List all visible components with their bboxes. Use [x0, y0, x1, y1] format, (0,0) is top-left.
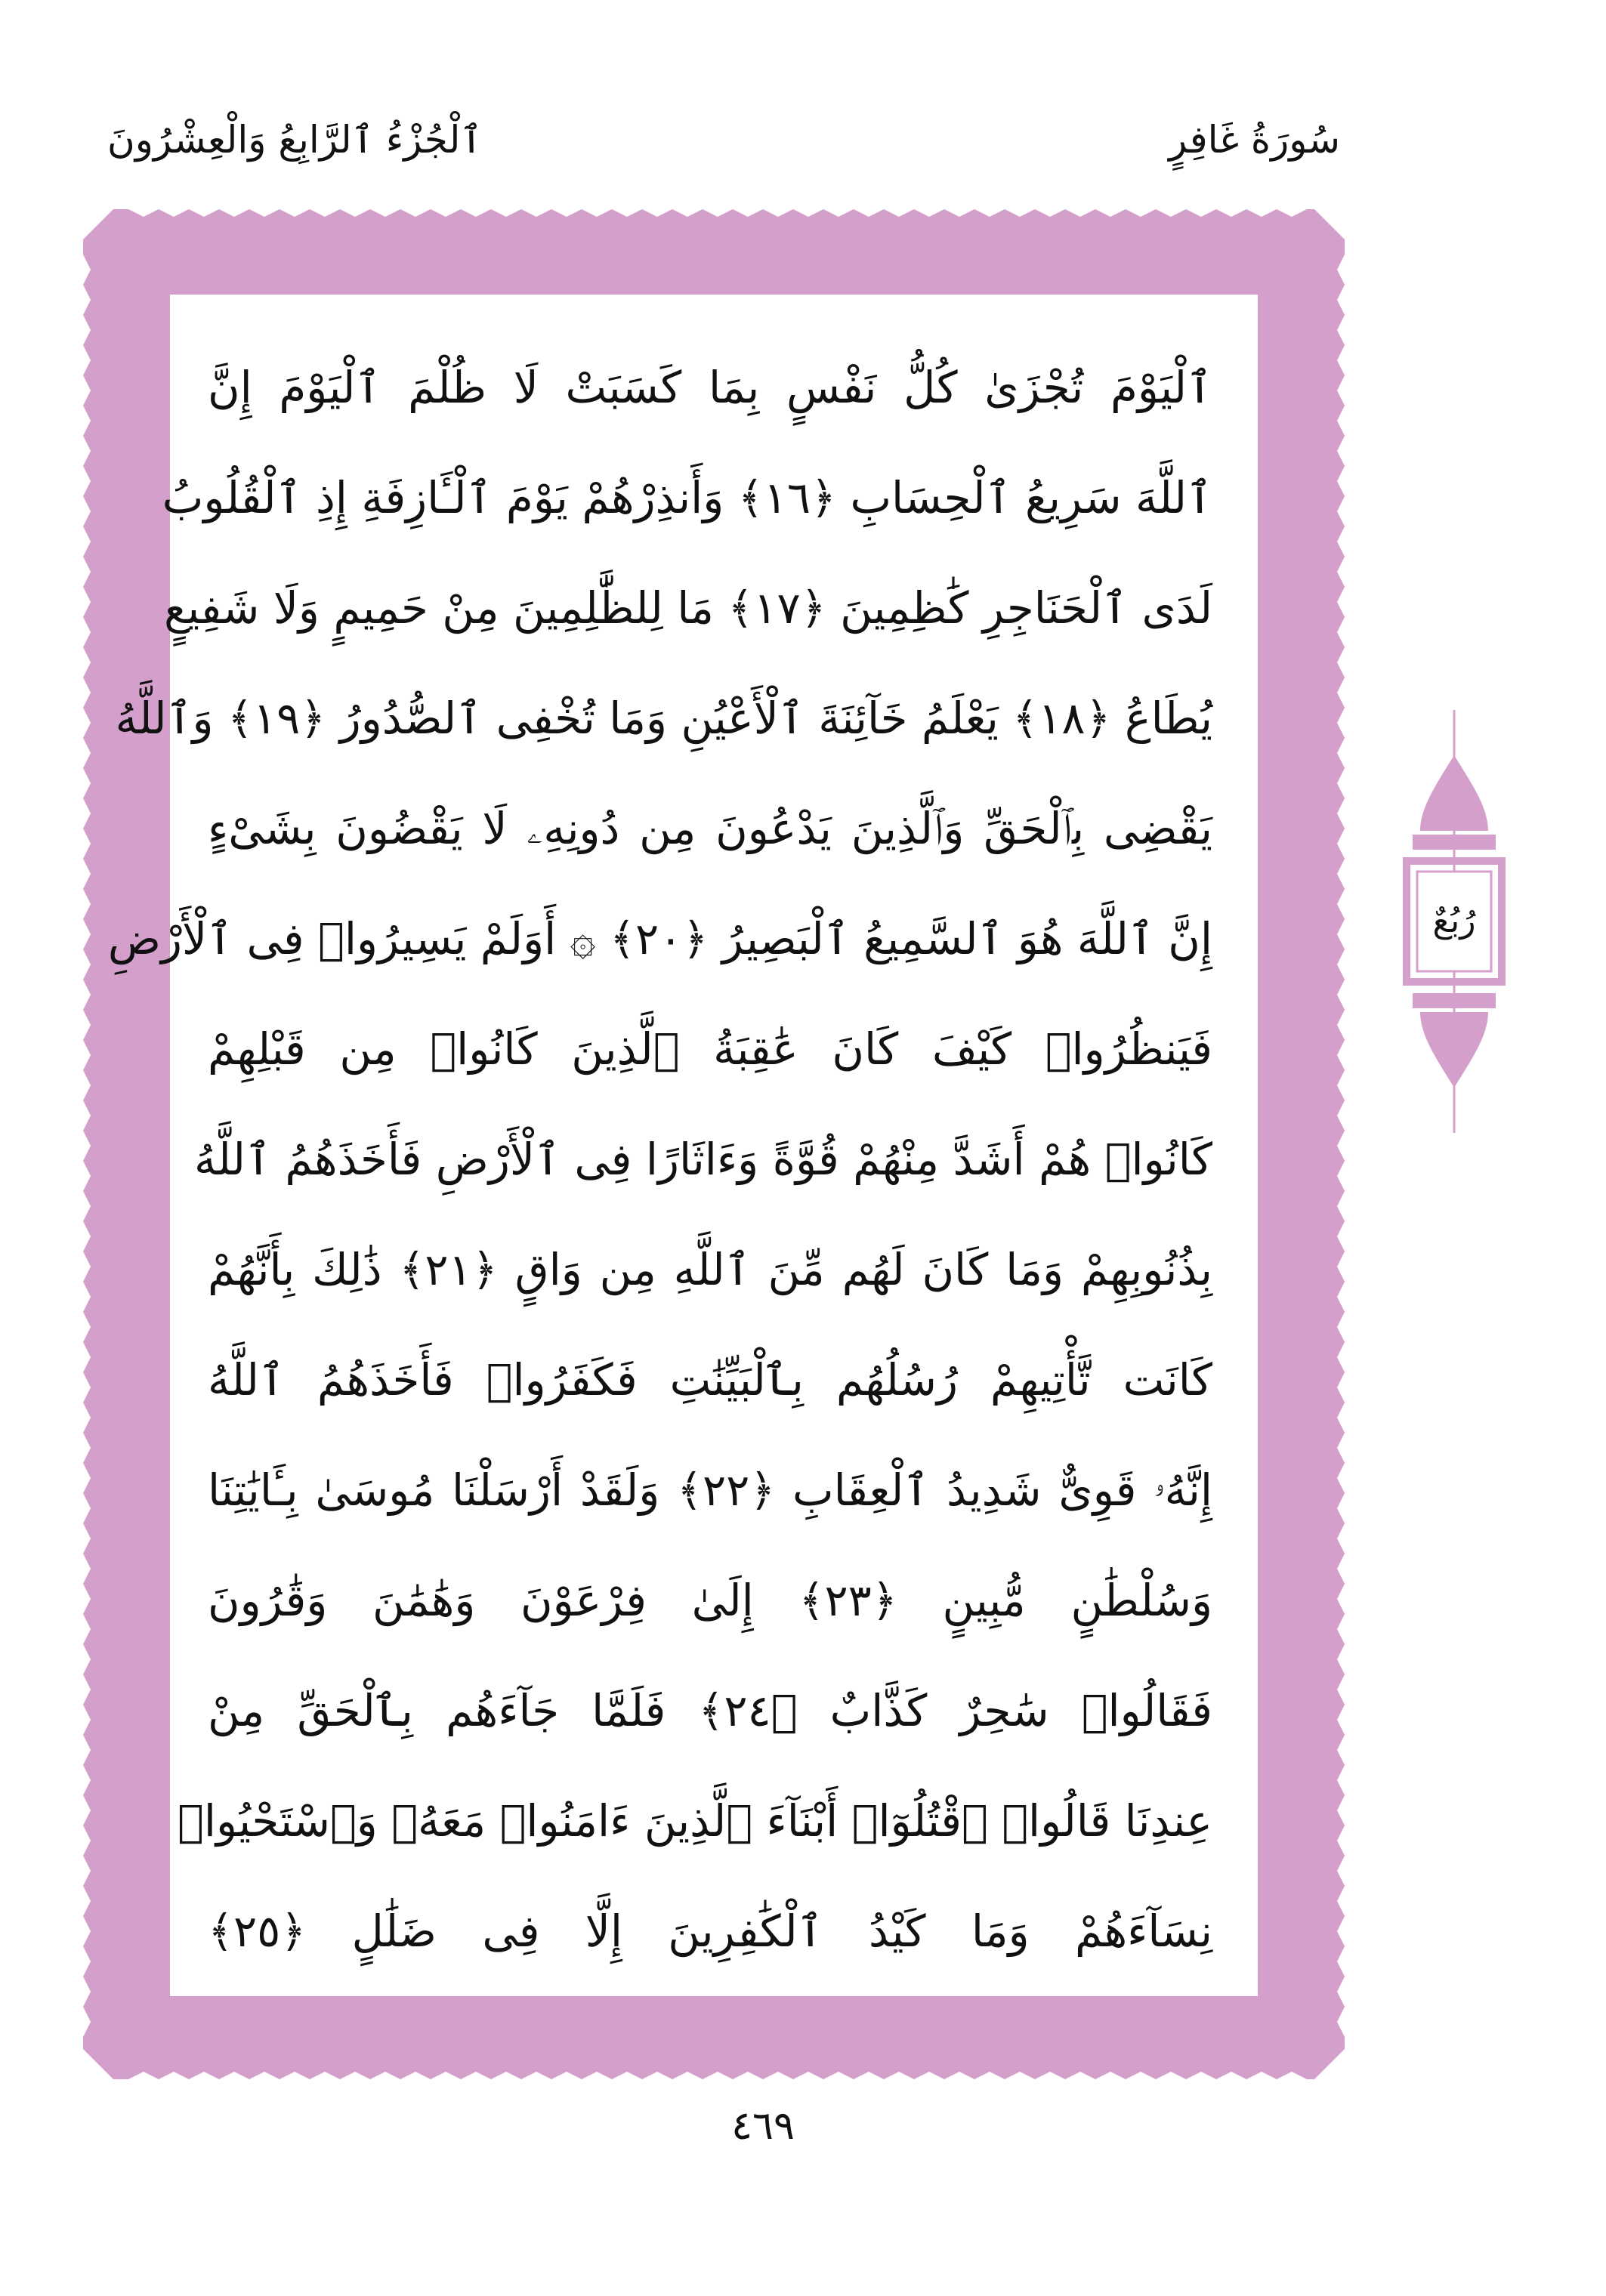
- frame-tooth: [83, 1251, 91, 1282]
- frame-tooth: [83, 1735, 91, 1765]
- frame-tooth: [914, 2072, 944, 2079]
- frame-tooth: [1337, 1131, 1345, 1161]
- frame-tooth: [1005, 209, 1035, 217]
- frame-tooth: [249, 2072, 280, 2079]
- frame-tooth: [1337, 949, 1345, 980]
- frame-tooth: [1337, 1010, 1345, 1040]
- frame-tooth: [672, 209, 703, 217]
- frame-tooth: [1186, 2072, 1216, 2079]
- rub-hizb-marker: [1398, 710, 1511, 1133]
- frame-tooth: [1126, 2072, 1156, 2079]
- frame-tooth: [83, 1070, 91, 1100]
- frame-tooth: [1337, 1674, 1345, 1705]
- frame-tooth: [83, 1765, 91, 1795]
- frame-tooth: [83, 1554, 91, 1584]
- frame-tooth: [400, 2072, 431, 2079]
- verse-line-3: لَدَى ٱلْحَنَاجِرِ كَٰظِمِينَ ﴿١٧﴾ مَا لِلظَّٰلِمِينَ مِنْ حَمِيمٍ وَلَا شَفِيعٍ: [164, 582, 1212, 634]
- frame-tooth: [1337, 1946, 1345, 1977]
- frame-tooth: [340, 209, 370, 217]
- frame-tooth: [1337, 829, 1345, 859]
- frame-tooth: [189, 2072, 219, 2079]
- verse-lines: [107, 332, 1213, 1986]
- frame-tooth: [83, 768, 91, 798]
- frame-tooth: [1337, 557, 1345, 587]
- frame-tooth: [703, 209, 733, 217]
- frame-tooth: [944, 2072, 974, 2079]
- frame-tooth: [159, 2072, 189, 2079]
- frame-tooth: [400, 209, 431, 217]
- frame-tooth: [854, 209, 884, 217]
- frame-tooth: [974, 2072, 1005, 2079]
- frame-tooth: [1337, 1251, 1345, 1282]
- frame-tooth: [1337, 1372, 1345, 1403]
- verse-line-14: عِندِنَا قَالُوا۟ ٱقْتُلُوٓا۟ أَبْنَآءَ ٱلَّذِينَ ءَامَنُوا۟ مَعَهُۥ وَٱسْتَحْيُوا۟: [178, 1795, 1212, 1847]
- frame-tooth: [83, 1644, 91, 1674]
- frame-tooth: [1337, 1040, 1345, 1070]
- frame-tooth: [1337, 466, 1345, 496]
- frame-tooth: [83, 375, 91, 406]
- frame-tooth: [83, 889, 91, 919]
- frame-tooth: [1337, 1705, 1345, 1735]
- frame-tooth: [1337, 677, 1345, 708]
- frame-tooth: [1337, 798, 1345, 829]
- frame-tooth: [83, 315, 91, 345]
- frame-tooth: [1337, 768, 1345, 798]
- frame-tooth: [672, 2072, 703, 2079]
- frame-tooth: [83, 1433, 91, 1463]
- verse-line-10: كَانَت تَّأْتِيهِمْ رُسُلُهُم بِٱلْبَيِّنَٰتِ فَكَفَرُوا۟ فَأَخَذَهُمُ ٱللَّهُ: [208, 1354, 1212, 1406]
- frame-tooth: [1337, 1916, 1345, 1946]
- frame-tooth: [1156, 2072, 1186, 2079]
- frame-tooth: [83, 345, 91, 375]
- frame-tooth: [884, 2072, 914, 2079]
- frame-tooth: [461, 2072, 491, 2079]
- frame-tooth: [914, 209, 944, 217]
- frame-tooth: [944, 209, 974, 217]
- frame-tooth: [1246, 2072, 1277, 2079]
- frame-tooth: [83, 436, 91, 466]
- verse-line-6: إِنَّ ٱللَّهَ هُوَ ٱلسَّمِيعُ ٱلْبَصِيرُ ﴿٢٠﴾ ۞ أَوَلَمْ يَسِيرُوا۟ فِى ٱلْأَرْضِ: [107, 913, 1212, 964]
- frame-tooth: [83, 1614, 91, 1644]
- frame-tooth: [83, 285, 91, 315]
- frame-tooth: [1337, 1644, 1345, 1674]
- frame-tooth: [1337, 1221, 1345, 1251]
- frame-tooth: [83, 406, 91, 436]
- frame-tooth: [733, 2072, 763, 2079]
- verse-line-7: فَيَنظُرُوا۟ كَيْفَ كَانَ عَٰقِبَةُ ٱلَّذِينَ كَانُوا۟ مِن قَبْلِهِمْ: [208, 1023, 1212, 1075]
- verse-line-15: نِسَآءَهُمْ وَمَا كَيْدُ ٱلْكَٰفِرِينَ إِلَّا فِى ضَلَٰلٍ ﴿٢٥﴾: [208, 1906, 1212, 1957]
- frame-tooth: [1337, 1554, 1345, 1584]
- frame-tooth: [83, 1523, 91, 1554]
- frame-tooth: [83, 1825, 91, 1856]
- rub-label: رُبُعٌ: [1432, 902, 1476, 940]
- frame-tooth: [1337, 617, 1345, 647]
- frame-tooth: [1337, 1977, 1345, 2007]
- frame-tooth: [582, 2072, 612, 2079]
- frame-tooth: [83, 798, 91, 829]
- frame-tooth: [159, 209, 189, 217]
- frame-tooth: [1095, 2072, 1126, 2079]
- verse-line-9: بِذُنُوبِهِمْ وَمَا كَانَ لَهُم مِّنَ ٱللَّهِ مِن وَاقٍ ﴿٢١﴾ ذَٰلِكَ بِأَنَّهُمْ: [208, 1244, 1213, 1295]
- frame-tooth: [431, 2072, 461, 2079]
- frame-tooth: [1337, 315, 1345, 345]
- verse-line-12: وَسُلْطَٰنٍ مُّبِينٍ ﴿٢٣﴾ إِلَىٰ فِرْعَوْنَ وَهَٰمَٰنَ وَقَٰرُونَ: [208, 1575, 1212, 1626]
- frame-tooth: [83, 617, 91, 647]
- frame-tooth: [1035, 2072, 1065, 2079]
- frame-tooth: [823, 209, 854, 217]
- frame-tooth: [83, 1161, 91, 1191]
- frame-tooth: [83, 526, 91, 557]
- frame-tooth: [582, 209, 612, 217]
- frame-tooth: [83, 1010, 91, 1040]
- frame-tooth: [1337, 1886, 1345, 1916]
- verse-line-2: ٱللَّهَ سَرِيعُ ٱلْحِسَابِ ﴿١٦﴾ وَأَنذِرْهُمْ يَوْمَ ٱلْـَٔازِفَةِ إِذِ ٱلْقُلُوبُ: [162, 472, 1212, 523]
- frame-tooth: [83, 1040, 91, 1070]
- frame-tooth: [83, 2007, 91, 2037]
- frame-tooth: [280, 2072, 310, 2079]
- text-panel: [107, 295, 1258, 1996]
- frame-tooth: [1337, 587, 1345, 617]
- frame-tooth: [83, 1463, 91, 1493]
- frame-tooth: [1216, 2072, 1246, 2079]
- frame-tooth: [83, 829, 91, 859]
- frame-tooth: [83, 919, 91, 949]
- frame-tooth: [83, 1312, 91, 1342]
- frame-tooth: [461, 209, 491, 217]
- frame-tooth: [1337, 1403, 1345, 1433]
- frame-tooth: [1337, 406, 1345, 436]
- frame-tooth: [83, 949, 91, 980]
- frame-tooth: [884, 209, 914, 217]
- frame-tooth: [703, 2072, 733, 2079]
- frame-tooth: [1337, 1312, 1345, 1342]
- frame-tooth: [1337, 436, 1345, 466]
- frame-tooth: [793, 2072, 823, 2079]
- frame-tooth: [1246, 209, 1277, 217]
- frame-tooth: [1337, 1191, 1345, 1221]
- frame-tooth: [1337, 919, 1345, 949]
- frame-tooth: [83, 587, 91, 617]
- frame-tooth: [83, 1886, 91, 1916]
- frame-tooth: [83, 1674, 91, 1705]
- frame-tooth: [551, 2072, 582, 2079]
- frame-tooth: [310, 2072, 340, 2079]
- frame-tooth: [370, 209, 400, 217]
- frame-tooth: [1337, 889, 1345, 919]
- frame-tooth: [219, 209, 249, 217]
- verse-line-1: ٱلْيَوْمَ تُجْزَىٰ كُلُّ نَفْسٍ بِمَا كَسَبَتْ لَا ظُلْمَ ٱلْيَوْمَ إِنَّ: [208, 362, 1212, 413]
- frame-tooth: [1156, 209, 1186, 217]
- frame-tooth: [83, 1100, 91, 1131]
- frame-tooth: [1337, 1825, 1345, 1856]
- frame-tooth: [1337, 1342, 1345, 1372]
- frame-tooth: [642, 209, 672, 217]
- frame-tooth: [1337, 255, 1345, 285]
- verse-line-5: يَقْضِى بِٱلْحَقِّ وَٱلَّذِينَ يَدْعُونَ مِن دُونِهِۦ لَا يَقْضُونَ بِشَىْءٍ: [208, 803, 1212, 854]
- frame-tooth: [1337, 1735, 1345, 1765]
- frame-tooth: [521, 2072, 551, 2079]
- frame-tooth: [1186, 209, 1216, 217]
- frame-tooth: [1337, 708, 1345, 738]
- frame-tooth: [1337, 496, 1345, 526]
- page-number: ٤٦٩: [731, 2103, 795, 2149]
- frame-tooth: [521, 209, 551, 217]
- frame-tooth: [83, 859, 91, 889]
- frame-tooth: [1337, 2007, 1345, 2037]
- frame-tooth: [83, 1131, 91, 1161]
- frame-tooth: [1337, 1161, 1345, 1191]
- frame-tooth: [1337, 1795, 1345, 1825]
- frame-tooth: [854, 2072, 884, 2079]
- frame-tooth: [1337, 1100, 1345, 1131]
- frame-tooth: [370, 2072, 400, 2079]
- frame-tooth: [1095, 209, 1126, 217]
- frame-tooth: [793, 209, 823, 217]
- frame-tooth: [1035, 209, 1065, 217]
- frame-tooth: [83, 255, 91, 285]
- frame-tooth: [1337, 345, 1345, 375]
- frame-tooth: [128, 2072, 159, 2079]
- frame-tooth: [1005, 2072, 1035, 2079]
- frame-tooth: [249, 209, 280, 217]
- frame-tooth: [491, 209, 521, 217]
- frame-tooth: [83, 496, 91, 526]
- frame-tooth: [83, 1916, 91, 1946]
- frame-tooth: [83, 1221, 91, 1251]
- ornamental-page-frame: [83, 209, 1345, 2079]
- verse-line-11: إِنَّهُۥ قَوِىٌّ شَدِيدُ ٱلْعِقَابِ ﴿٢٢﴾ وَلَقَدْ أَرْسَلْنَا مُوسَىٰ بِـَٔايَٰتِنَا: [208, 1464, 1212, 1516]
- frame-tooth: [280, 209, 310, 217]
- frame-tooth: [1337, 859, 1345, 889]
- frame-tooth: [1337, 647, 1345, 677]
- frame-tooth: [1337, 1765, 1345, 1795]
- frame-tooth: [83, 1282, 91, 1312]
- frame-tooth: [612, 2072, 642, 2079]
- frame-tooth: [763, 209, 793, 217]
- frame-tooth: [1337, 1282, 1345, 1312]
- frame-tooth: [1337, 285, 1345, 315]
- frame-tooth: [1337, 1433, 1345, 1463]
- frame-tooth: [431, 209, 461, 217]
- frame-tooth: [1126, 209, 1156, 217]
- frame-tooth: [83, 1705, 91, 1735]
- frame-tooth: [83, 1856, 91, 1886]
- frame-tooth: [83, 1342, 91, 1372]
- frame-tooth: [823, 2072, 854, 2079]
- frame-tooth: [83, 647, 91, 677]
- frame-tooth: [340, 2072, 370, 2079]
- juz-name-header: ٱلْجُزْءُ ٱلرَّابِعُ وَالْعِشْرُونَ: [107, 118, 483, 162]
- frame-tooth: [491, 2072, 521, 2079]
- frame-tooth: [128, 209, 159, 217]
- frame-tooth: [1337, 1584, 1345, 1614]
- frame-tooth: [1065, 2072, 1095, 2079]
- frame-tooth: [763, 2072, 793, 2079]
- frame-tooth: [83, 1191, 91, 1221]
- verse-line-4: يُطَاعُ ﴿١٨﴾ يَعْلَمُ خَآئِنَةَ ٱلْأَعْيُنِ وَمَا تُخْفِى ٱلصُّدُورُ ﴿١٩﴾ وَٱللَّهُ: [115, 693, 1212, 744]
- frame-tooth: [310, 209, 340, 217]
- frame-tooth: [1337, 1856, 1345, 1886]
- frame-tooth: [1277, 209, 1307, 217]
- surah-name-header: سُورَةُ غَافِرٍ: [1169, 118, 1340, 162]
- frame-tooth: [83, 1372, 91, 1403]
- frame-tooth: [612, 209, 642, 217]
- frame-tooth: [83, 708, 91, 738]
- frame-tooth: [83, 738, 91, 768]
- frame-tooth: [83, 557, 91, 587]
- frame-tooth: [83, 1493, 91, 1523]
- frame-tooth: [83, 677, 91, 708]
- frame-tooth: [1337, 1463, 1345, 1493]
- frame-tooth: [83, 1403, 91, 1433]
- frame-tooth: [642, 2072, 672, 2079]
- frame-tooth: [83, 1795, 91, 1825]
- verse-line-8: كَانُوا۟ هُمْ أَشَدَّ مِنْهُمْ قُوَّةً وَءَاثَارًا فِى ٱلْأَرْضِ فَأَخَذَهُمُ ٱللَّهُ: [194, 1134, 1212, 1185]
- frame-tooth: [83, 1946, 91, 1977]
- frame-tooth: [1337, 1523, 1345, 1554]
- frame-tooth: [189, 209, 219, 217]
- frame-tooth: [1065, 209, 1095, 217]
- frame-tooth: [1337, 1614, 1345, 1644]
- verse-line-13: فَقَالُوا۟ سَٰحِرٌ كَذَّابٌ ﴿٢٤﴾ فَلَمَّا جَآءَهُم بِٱلْحَقِّ مِنْ: [208, 1685, 1212, 1736]
- frame-tooth: [1337, 738, 1345, 768]
- frame-tooth: [1337, 1493, 1345, 1523]
- frame-tooth: [83, 466, 91, 496]
- frame-tooth: [1337, 375, 1345, 406]
- frame-tooth: [1337, 526, 1345, 557]
- frame-tooth: [1337, 1070, 1345, 1100]
- frame-tooth: [83, 1584, 91, 1614]
- frame-tooth: [733, 209, 763, 217]
- frame-tooth: [1337, 980, 1345, 1010]
- frame-tooth: [1277, 2072, 1307, 2079]
- frame-tooth: [219, 2072, 249, 2079]
- frame-tooth: [551, 209, 582, 217]
- frame-tooth: [1216, 209, 1246, 217]
- frame-tooth: [974, 209, 1005, 217]
- frame-tooth: [83, 980, 91, 1010]
- frame-tooth: [83, 1977, 91, 2007]
